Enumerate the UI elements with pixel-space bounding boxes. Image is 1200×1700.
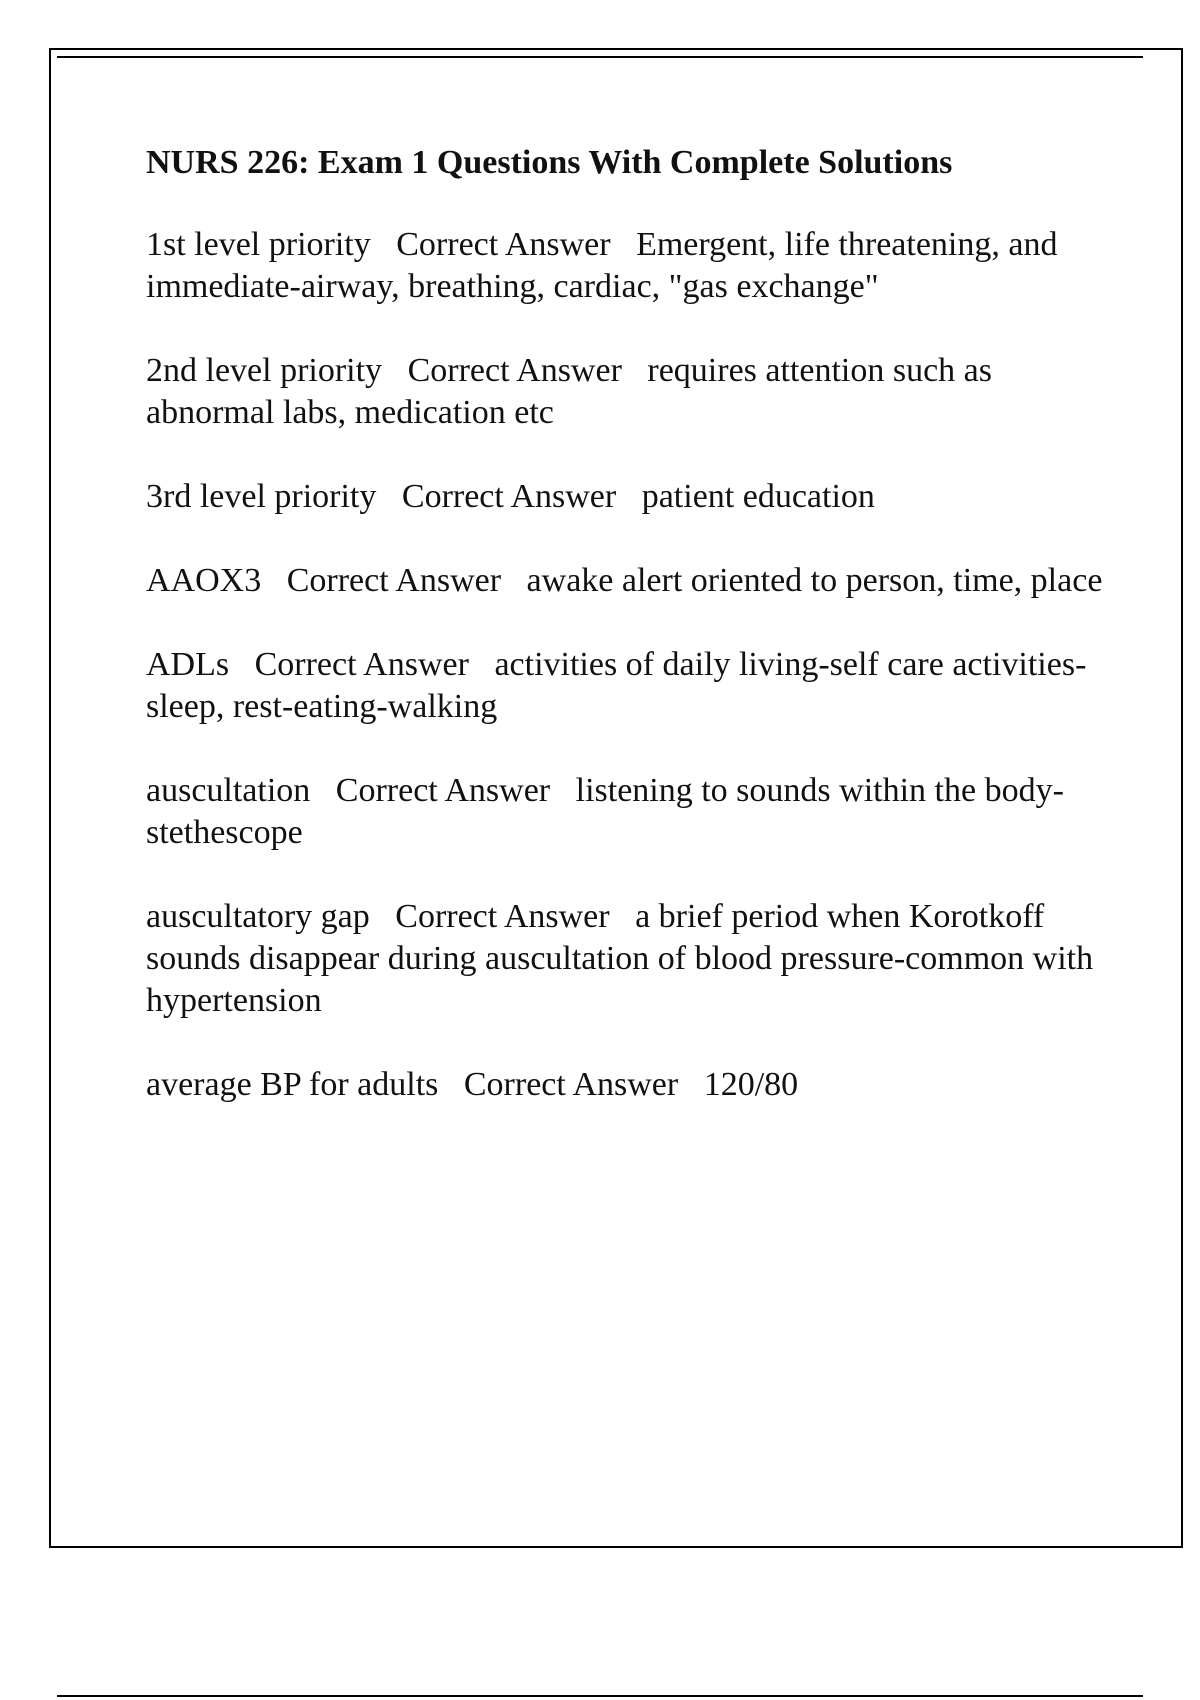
entry-term: 1st level priority xyxy=(146,226,371,263)
entry-answer: awake alert oriented to person, time, place xyxy=(526,562,1103,599)
entry-term: 2nd level priority xyxy=(146,352,383,389)
entry-answer: Emergent, life threatening, and immediate xyxy=(146,226,1066,305)
entry-detail: -sleep, rest xyxy=(146,646,1087,725)
document-body xyxy=(146,142,1106,1148)
entry-label: Correct Answer xyxy=(401,478,617,515)
entry-detail: -eating xyxy=(281,688,377,725)
entry-detail: -stethescope xyxy=(146,772,1064,851)
qa-entry xyxy=(146,896,1106,1022)
entry-answer: patient education xyxy=(641,478,875,515)
entry-label: Correct Answer xyxy=(335,772,551,809)
entry-label: Correct Answer xyxy=(395,898,610,935)
entry-detail: -self care activities xyxy=(818,646,1076,683)
entry-term: auscultatory gap xyxy=(146,898,370,935)
entry-detail: -walking xyxy=(376,688,498,725)
entry-term: average BP for adults xyxy=(146,1066,439,1103)
qa-entry xyxy=(146,224,1106,308)
entry-answer: 120/80 xyxy=(703,1066,799,1103)
page-title: NURS 226: Exam 1 Questions With Complete Solutions xyxy=(146,144,953,181)
qa-entry xyxy=(146,350,1106,434)
entry-term: 3rd level priority xyxy=(146,478,377,515)
entry-term: ADLs xyxy=(146,646,230,683)
entry-term: AAOX3 xyxy=(146,562,262,599)
qa-entry xyxy=(146,644,1106,728)
entry-answer: a brief period when Korotkoff sounds disappear during auscultation of blood pressure xyxy=(146,898,1053,977)
entry-answer: requires attention such as abnormal labs, medication etc xyxy=(146,352,1001,431)
entry-label: Correct Answer xyxy=(463,1066,679,1103)
qa-entry xyxy=(146,1064,1106,1106)
entry-detail: -airway, breathing, cardiac, "gas exchange" xyxy=(289,268,879,305)
entry-label: Correct Answer xyxy=(286,562,502,599)
qa-entry xyxy=(146,476,1106,518)
entry-detail: -common with hypertension xyxy=(146,940,1102,1019)
top-rule xyxy=(57,56,1143,58)
qa-entry xyxy=(146,770,1106,854)
entry-term: auscultation xyxy=(146,772,311,809)
entry-label: Correct Answer xyxy=(254,646,469,683)
qa-entry xyxy=(146,560,1106,602)
entry-answer: activities of daily living xyxy=(494,646,819,683)
bottom-rule xyxy=(57,1695,1143,1697)
entry-answer: listening to sounds within the body xyxy=(575,772,1053,809)
entry-label: Correct Answer xyxy=(396,226,611,263)
entry-label: Correct Answer xyxy=(407,352,622,389)
